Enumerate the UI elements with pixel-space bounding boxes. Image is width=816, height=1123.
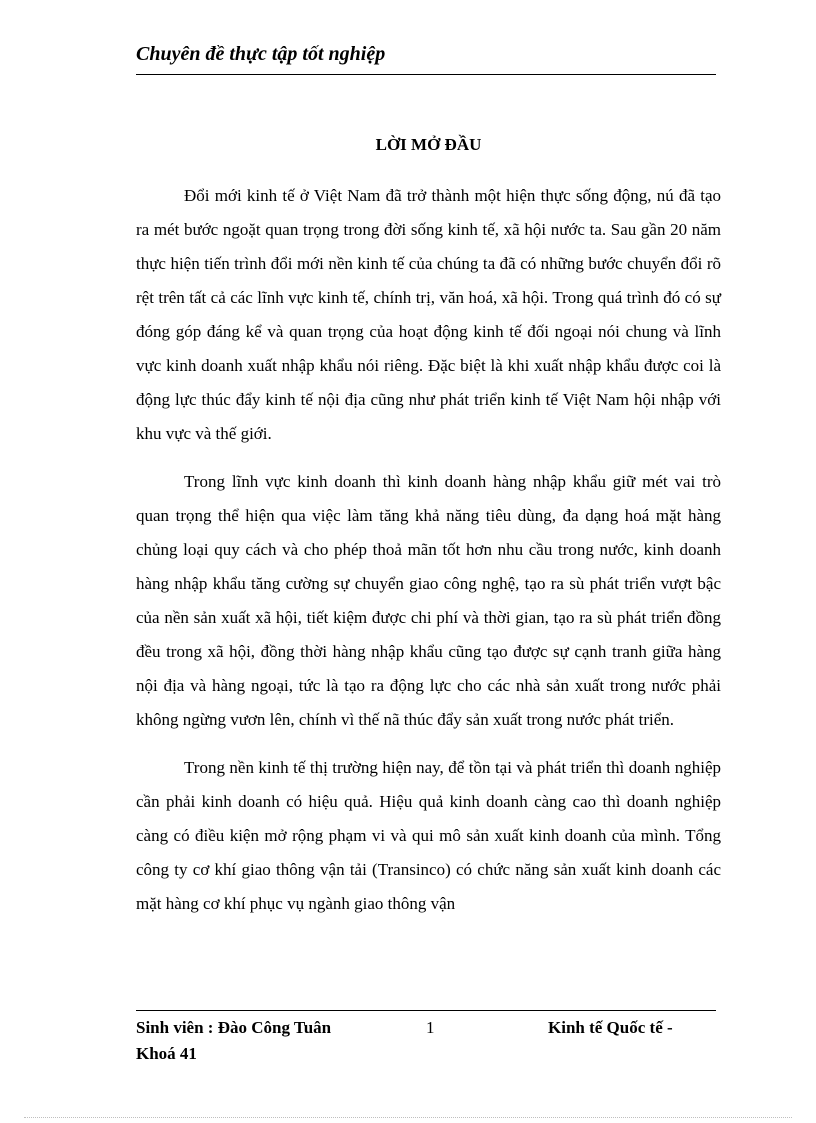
page-number: 1 bbox=[426, 1018, 435, 1037]
page-footer bbox=[136, 1015, 716, 1075]
footer-class: Khoá 41 bbox=[136, 1044, 197, 1063]
header-title: Chuyên đề thực tập tốt nghiệp bbox=[136, 43, 386, 65]
page-header bbox=[136, 40, 716, 68]
paragraph-2: Trong lĩnh vực kinh doanh thì kinh doanh hàng nhập khẩu giữ mét vai trò quan trọng thể hiện qua việc làm tăng khả năng tiêu dùng, đa dạng hoá mặt hàng chủng loại quy cách và cho phép thoả mãn tốt hơn nhu cầu trong nước, kinh doanh hàng nhập khẩu tăng cường sự chuyển giao công nghệ, tạo ra sù phát triển vượt bậc của nền sản xuất xã hội, tiết kiệm được chi phí và thời gian, tạo ra sù phát triển đồng đều trong xã hội, đồng thời hàng nhập khẩu cũng tạo được sự cạnh tranh giữa hàng nội địa và hàng ngoại, tức là tạo ra động lực cho các nhà sản xuất trong nước phải không ngừng vươn lên, chính vì thế nã thúc đẩy sản xuất trong nước phát triển. bbox=[136, 472, 721, 729]
footer-department: Kinh tế Quốc tế - bbox=[548, 1018, 673, 1037]
footer-student-info bbox=[136, 1015, 376, 1067]
page-bottom-border bbox=[24, 1117, 792, 1118]
header-divider bbox=[136, 74, 716, 75]
document-body bbox=[136, 179, 721, 935]
paragraph-3: Trong nền kinh tế thị trường hiện nay, để tồn tại và phát triển thì doanh nghiệp cần phải kinh doanh có hiệu quả. Hiệu quả kinh doanh càng cao thì doanh nghiệp càng có điều kiện mở rộng phạm vi và qui mô sản xuất kinh doanh của mình. Tổng công ty cơ khí giao thông vận tải (Transinco) có chức năng sản xuất kinh doanh các mặt hàng cơ khí phục vụ ngành giao thông vận bbox=[136, 758, 721, 913]
footer-divider bbox=[136, 1010, 716, 1011]
paragraph-1: Đổi mới kinh tế ở Việt Nam đã trở thành một hiện thực sống động, nú đã tạo ra mét bước ngoặt quan trọng trong đời sống kinh tế, xã hội nước ta. Sau gần 20 năm thực hiện tiến trình đổi mới nền kinh tế của chúng ta đã có những bước chuyển đổi rõ rệt trên tất cả các lĩnh vực kinh tế, chính trị, văn hoá, xã hội. Trong quá trình đó có sự đóng góp đáng kể và quan trọng của hoạt động kinh tế đối ngoại nói chung và lĩnh vực kinh doanh xuất nhập khẩu nói riêng. Đặc biệt là khi xuất nhập khẩu được coi là động lực thúc đẩy kinh tế nội địa cũng như phát triển kinh tế Việt Nam hội nhập với khu vực và thế giới. bbox=[136, 186, 721, 443]
document-title: LỜI MỞ ĐẦU bbox=[375, 135, 482, 154]
footer-student-name: Sinh viên : Đào Công Tuân bbox=[136, 1018, 332, 1037]
